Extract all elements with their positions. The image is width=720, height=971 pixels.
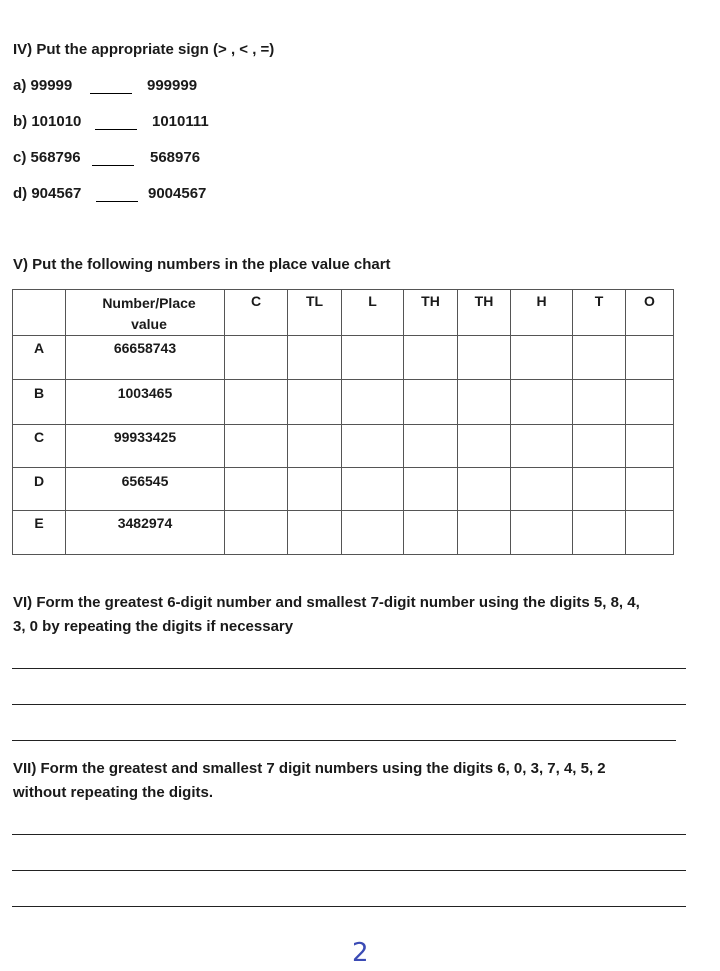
place-value-chart	[12, 289, 674, 555]
compare-item-d-left: d) 904567	[13, 185, 82, 202]
cell-tl[interactable]	[288, 380, 342, 425]
page-number: 2	[352, 938, 369, 968]
cell-th[interactable]	[404, 511, 458, 555]
compare-item-c-right: 568976	[150, 149, 201, 166]
cell-h[interactable]	[511, 468, 573, 511]
cell-tl[interactable]	[288, 468, 342, 511]
cell-tl[interactable]	[288, 425, 342, 468]
cell-l[interactable]	[342, 468, 404, 511]
table-row	[13, 468, 674, 511]
cell-c[interactable]	[225, 511, 288, 555]
cell-t[interactable]	[573, 468, 626, 511]
cell-t[interactable]	[573, 425, 626, 468]
cell-h[interactable]	[511, 380, 573, 425]
cell-l[interactable]	[342, 511, 404, 555]
row-number: 66658743	[66, 336, 225, 380]
section-6-title-line2: 3, 0 by repeating the digits if necessary	[13, 618, 294, 635]
row-number: 99933425	[66, 425, 225, 468]
table-row	[13, 380, 674, 425]
header-cell-empty	[13, 290, 66, 336]
row-number: 3482974	[66, 511, 225, 555]
cell-c[interactable]	[225, 468, 288, 511]
header-l: L	[342, 290, 404, 336]
compare-item-d-right: 9004567	[148, 185, 207, 202]
cell-o[interactable]	[626, 511, 674, 555]
row-number: 1003465	[66, 380, 225, 425]
section-5-title: V) Put the following numbers in the place value chart	[13, 256, 391, 273]
cell-o[interactable]	[626, 468, 674, 511]
cell-th-2[interactable]	[458, 425, 511, 468]
cell-h[interactable]	[511, 511, 573, 555]
answer-line-6-3[interactable]	[12, 740, 676, 741]
cell-th-2[interactable]	[458, 468, 511, 511]
cell-th[interactable]	[404, 468, 458, 511]
row-letter: A	[13, 336, 66, 380]
answer-line-7-1[interactable]	[12, 834, 686, 835]
table-row	[13, 425, 674, 468]
cell-th-2[interactable]	[458, 380, 511, 425]
header-th-2: TH	[458, 290, 511, 336]
compare-item-b-right: 1010111	[152, 113, 209, 130]
cell-h[interactable]	[511, 425, 573, 468]
cell-c[interactable]	[225, 425, 288, 468]
row-number: 656545	[66, 468, 225, 511]
header-number-place-value: Number/Place value	[66, 290, 225, 336]
cell-th-2[interactable]	[458, 511, 511, 555]
cell-l[interactable]	[342, 425, 404, 468]
cell-tl[interactable]	[288, 336, 342, 380]
table-row	[13, 511, 674, 555]
cell-o[interactable]	[626, 336, 674, 380]
cell-th[interactable]	[404, 425, 458, 468]
section-7-title-line2: without repeating the digits.	[13, 784, 213, 801]
cell-o[interactable]	[626, 380, 674, 425]
compare-item-d-blank[interactable]	[96, 200, 138, 202]
compare-item-b-blank[interactable]	[95, 128, 137, 130]
cell-c[interactable]	[225, 336, 288, 380]
cell-c[interactable]	[225, 380, 288, 425]
header-t: T	[573, 290, 626, 336]
compare-item-c-left: c) 568796	[13, 149, 81, 166]
compare-item-b-left: b) 101010	[13, 113, 82, 130]
header-tl: TL	[288, 290, 342, 336]
compare-item-c-blank[interactable]	[92, 164, 134, 166]
section-7-title-line1: VII) Form the greatest and smallest 7 digit numbers using the digits 6, 0, 3, 7, 4, 5, 2	[13, 760, 606, 777]
cell-tl[interactable]	[288, 511, 342, 555]
cell-h[interactable]	[511, 336, 573, 380]
row-letter: E	[13, 511, 66, 555]
cell-o[interactable]	[626, 425, 674, 468]
cell-l[interactable]	[342, 380, 404, 425]
header-th: TH	[404, 290, 458, 336]
header-c: C	[225, 290, 288, 336]
answer-line-6-2[interactable]	[12, 704, 686, 705]
answer-line-6-1[interactable]	[12, 668, 686, 669]
header-o: O	[626, 290, 674, 336]
cell-t[interactable]	[573, 380, 626, 425]
header-h: H	[511, 290, 573, 336]
table-row	[13, 336, 674, 380]
compare-item-a-right: 999999	[147, 77, 198, 94]
cell-th[interactable]	[404, 336, 458, 380]
section-4-title: IV) Put the appropriate sign (> , < , =)	[13, 41, 275, 58]
cell-t[interactable]	[573, 511, 626, 555]
cell-th-2[interactable]	[458, 336, 511, 380]
section-6-title-line1: VI) Form the greatest 6-digit number and smallest 7-digit number using the digits 5, 8, 4,	[13, 594, 640, 611]
row-letter: C	[13, 425, 66, 468]
cell-l[interactable]	[342, 336, 404, 380]
answer-line-7-2[interactable]	[12, 870, 686, 871]
compare-item-a-blank[interactable]	[90, 92, 132, 94]
table-header-row	[13, 290, 674, 336]
compare-item-a-left: a) 99999	[13, 77, 73, 94]
row-letter: B	[13, 380, 66, 425]
cell-th[interactable]	[404, 380, 458, 425]
row-letter: D	[13, 468, 66, 511]
answer-line-7-3[interactable]	[12, 906, 686, 907]
cell-t[interactable]	[573, 336, 626, 380]
